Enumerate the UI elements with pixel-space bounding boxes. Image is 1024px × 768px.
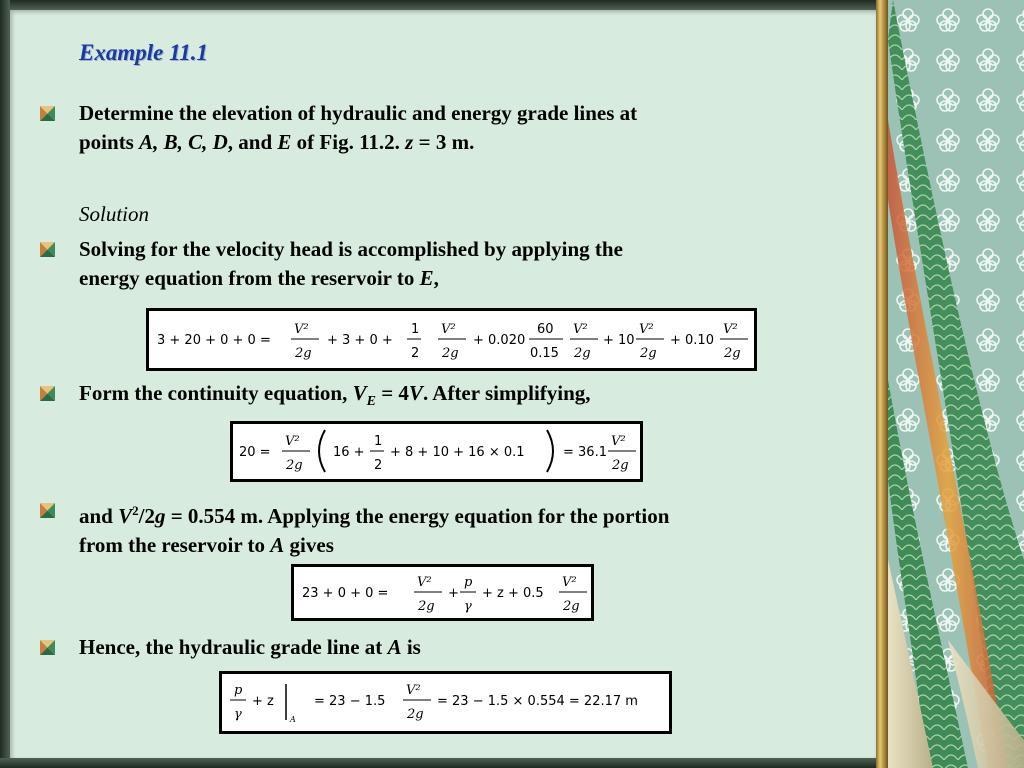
- problem-z: z: [405, 130, 414, 154]
- bullet-icon: [40, 503, 55, 518]
- bullet-icon: [40, 640, 55, 655]
- continuity-sub-e: E: [366, 394, 376, 410]
- equation-1-svg: [149, 311, 754, 368]
- eq4-gamma: γ: [234, 707, 242, 722]
- velocity-comma: ,: [433, 266, 439, 290]
- hgl-text: Hence, the hydraulic grade line at: [79, 635, 388, 659]
- eq1-v2c: V²: [573, 322, 588, 337]
- hgl-is: is: [401, 635, 421, 659]
- bullet-icon: [40, 386, 55, 401]
- eq3-t2: +: [448, 586, 459, 601]
- eq3-gamma: γ: [464, 599, 472, 614]
- equation-reservoir-to-a: [291, 564, 594, 621]
- eq1-t5: + 0.10: [670, 333, 714, 348]
- eq1-p15: 0.15: [530, 346, 559, 361]
- eq2-2ga: 2g: [286, 458, 303, 473]
- problem-line1: Determine the elevation of hydraulic and energy grade lines at: [79, 101, 638, 125]
- continuity-v2: V: [408, 381, 423, 405]
- gold-bar: [876, 0, 888, 768]
- eq4-z: + z: [252, 694, 274, 709]
- equation-simplified: [230, 421, 643, 482]
- problem-points: A, B, C, D: [139, 130, 228, 154]
- problem-and: , and: [227, 130, 278, 154]
- eq1-v2a: V²: [294, 322, 309, 337]
- eq1-t2: + 3 + 0 +: [327, 333, 393, 348]
- eq3-t1: 23 + 0 + 0 =: [302, 586, 389, 601]
- eq3-2gb: 2g: [563, 599, 580, 614]
- energy-and: and: [79, 504, 119, 528]
- frame-top: [0, 0, 884, 10]
- eq4-t3: = 23 − 1.5 × 0.554 = 22.17 m: [437, 694, 638, 709]
- velocity-point-e: E: [419, 266, 434, 290]
- paragraph-velocity-head: [79, 235, 869, 293]
- eq2-v2b: V²: [611, 434, 626, 449]
- paragraph-continuity: [79, 379, 869, 416]
- hgl-point-a: A: [387, 635, 402, 659]
- energy-slash: /2: [138, 504, 155, 528]
- bullet-icon: [40, 106, 55, 121]
- eq1-2gc: 2g: [574, 346, 591, 361]
- eq1-2ga: 2g: [295, 346, 312, 361]
- equation-energy-reservoir-to-e: [146, 308, 757, 371]
- problem-point-e: E: [277, 130, 292, 154]
- equation-hgl-result: [219, 671, 672, 734]
- eq1-2gb: 2g: [442, 346, 459, 361]
- solution-label: Solution: [79, 202, 150, 226]
- problem-points-prefix: points: [79, 130, 140, 154]
- eq2-v2a: V²: [285, 434, 300, 449]
- bullet-icon: [40, 242, 55, 257]
- eq3-2g: 2g: [418, 599, 435, 614]
- slide-title: Example 11.1: [79, 40, 209, 65]
- eq2-t4: = 36.1: [563, 445, 607, 460]
- eq2-t1: 20 =: [239, 445, 271, 460]
- eq1-t1: 3 + 20 + 0 + 0 =: [157, 333, 271, 348]
- eq3-t3: + z + 0.5: [482, 586, 544, 601]
- equation-2-svg: [233, 424, 640, 479]
- eq4-2g: 2g: [407, 707, 424, 722]
- continuity-text: Form the continuity equation,: [79, 381, 353, 405]
- eq4-sub-a: A: [290, 715, 296, 724]
- continuity-eq: = 4: [375, 381, 409, 405]
- continuity-v: V: [352, 381, 367, 405]
- equation-4-svg: [222, 674, 669, 731]
- frame-left: [0, 0, 10, 768]
- eq2-2gb: 2g: [612, 458, 629, 473]
- paragraph-energy-to-a: [79, 496, 869, 560]
- eq1-v2e: V²: [723, 322, 738, 337]
- eq4-p: p: [234, 683, 243, 698]
- eq1-one: 1: [411, 322, 420, 337]
- equation-3-svg: [294, 567, 591, 618]
- eq4-t2: = 23 − 1.5: [314, 694, 386, 709]
- frame-bottom: [0, 758, 884, 768]
- eq1-t4: + 10: [603, 333, 635, 348]
- eq2-one: 1: [374, 434, 383, 449]
- paragraph-hgl-at-a: [79, 633, 869, 662]
- eq3-v2: V²: [417, 575, 432, 590]
- eq1-two: 2: [411, 346, 420, 361]
- eq1-sixty: 60: [537, 322, 554, 337]
- decorative-panel: [888, 0, 1024, 768]
- energy-value: = 0.554 m. Applying the energy equation for the portion: [165, 504, 670, 528]
- problem-of-fig: of Fig. 11.2.: [291, 130, 406, 154]
- energy-point-a: A: [270, 533, 285, 557]
- eq1-v2d: V²: [639, 322, 654, 337]
- eq1-2ge: 2g: [724, 346, 741, 361]
- energy-v: V: [118, 504, 133, 528]
- decorative-pattern: [888, 0, 1024, 768]
- continuity-after: . After simplifying,: [422, 381, 591, 405]
- eq2-t2: 16 +: [333, 445, 365, 460]
- eq2-two: 2: [374, 458, 383, 473]
- velocity-line2: energy equation from the reservoir to: [79, 266, 420, 290]
- problem-z-value: = 3 m.: [413, 130, 475, 154]
- eq1-2gd: 2g: [640, 346, 657, 361]
- energy-gives: gives: [284, 533, 334, 557]
- paragraph-problem-statement: [79, 99, 869, 157]
- velocity-line1: Solving for the velocity head is accomplished by applying the: [79, 237, 623, 261]
- eq2-t3: + 8 + 10 + 16 × 0.1: [390, 445, 525, 460]
- eq4-v2: V²: [406, 683, 421, 698]
- energy-g: g: [154, 504, 166, 528]
- eq3-v2b: V²: [562, 575, 577, 590]
- energy-sup: 2: [132, 503, 139, 518]
- energy-line2: from the reservoir to: [79, 533, 271, 557]
- eq1-v2b: V²: [441, 322, 456, 337]
- eq3-p: p: [464, 575, 473, 590]
- eq1-t3: + 0.020: [473, 333, 526, 348]
